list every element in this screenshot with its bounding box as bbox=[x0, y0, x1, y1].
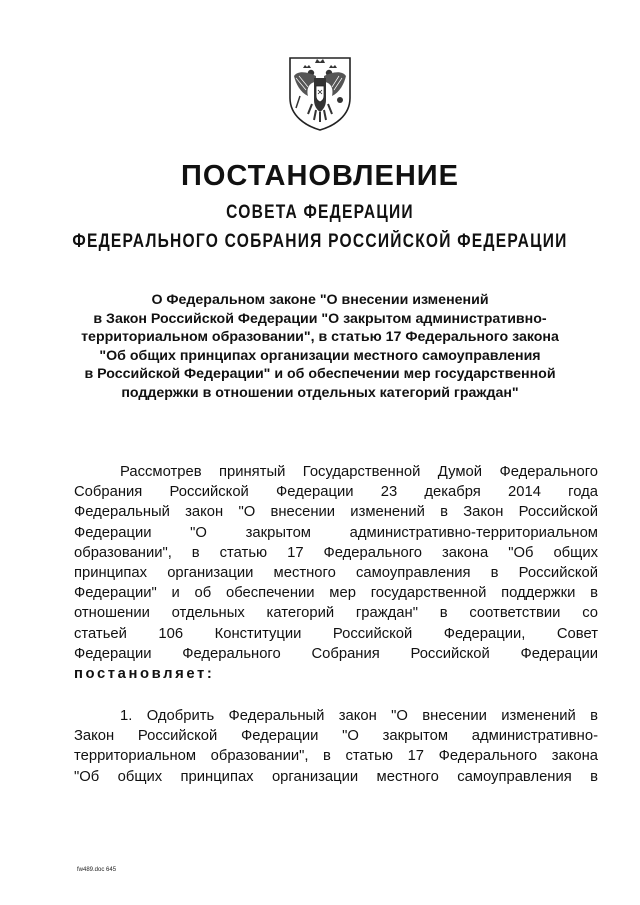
heading-line: поддержки в отношении отдельных категорий граждан" bbox=[121, 384, 519, 401]
heading-line: в Российской Федерации" и об обеспечении мер государственной bbox=[84, 366, 556, 383]
paragraph-line: статьей 106 Конституции Российской Федерации, Совет bbox=[74, 625, 598, 642]
paragraph-line: территориальном образовании", в статью 17 Федерального закона bbox=[74, 748, 598, 765]
paragraph-line: образовании", в статью 17 Федерального закона "Об общих bbox=[74, 544, 598, 561]
paragraph-line: 1. Одобрить Федеральный закон "О внесении изменений в bbox=[120, 708, 598, 724]
file-code-footer: fw489.doc 645 bbox=[77, 867, 117, 873]
heading-line: в Закон Российской Федерации "О закрытом административно- bbox=[93, 310, 547, 327]
paragraph-line: отношении отдельных категорий граждан" в соответствии со bbox=[74, 605, 598, 622]
heading-line: территориальном образовании", в статью 17 Федерального закона bbox=[81, 329, 559, 346]
item-1-paragraph bbox=[74, 706, 598, 787]
document-subtitle-council: СОВЕТА ФЕДЕРАЦИИ bbox=[226, 202, 414, 223]
paragraph-line: принципах организации местного самоуправления в Российской bbox=[74, 565, 598, 582]
preamble-paragraph bbox=[74, 462, 598, 684]
paragraph-line: Федерации "О закрытом административно-территориальном bbox=[74, 524, 598, 541]
document-subtitle-assembly: ФЕДЕРАЛЬНОГО СОБРАНИЯ РОССИЙСКОЙ ФЕДЕРАЦИИ bbox=[72, 231, 568, 252]
document-title: ПОСТАНОВЛЕНИЕ bbox=[181, 160, 459, 192]
paragraph-line: "Об общих принципах организации местного самоуправления в bbox=[74, 768, 598, 785]
coat-of-arms-emblem bbox=[286, 54, 354, 132]
paragraph-line: Федеральный закон "О внесении изменений в Закон Российской bbox=[74, 504, 598, 521]
paragraph-line: Рассмотрев принятый Государственной Думой Федерального bbox=[120, 464, 598, 480]
paragraph-line: Закон Российской Федерации "О закрытом административно- bbox=[74, 728, 598, 745]
resolves-word: постановляет: bbox=[74, 666, 215, 683]
paragraph-line: Федерации" и об обеспечении мер государственной поддержки в bbox=[74, 585, 598, 602]
paragraph-line: Собрания Российской Федерации 23 декабря 2014 года bbox=[74, 484, 598, 501]
paragraph-line: Федерации Федерального Собрания Российской Федерации bbox=[74, 645, 598, 662]
heading-line: "Об общих принципах организации местного самоуправления bbox=[99, 347, 541, 364]
resolution-heading bbox=[60, 291, 580, 403]
heading-line: О Федеральном законе "О внесении изменений bbox=[151, 292, 489, 308]
